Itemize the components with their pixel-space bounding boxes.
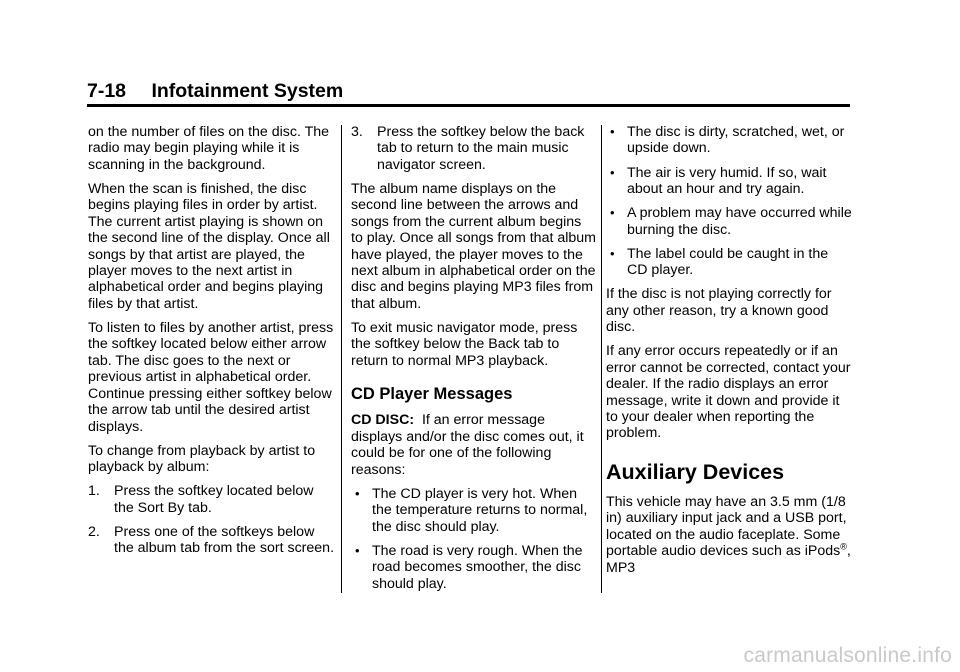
registered-mark: ®	[840, 541, 847, 552]
step-text: Press one of the softkeys below the album tab from the sort screen.	[114, 523, 335, 557]
numbered-step	[351, 124, 597, 173]
bullet-text: The label could be caught in the CD player.	[627, 245, 829, 279]
step-text: Press the softkey below the back tab to return to the main music navigator screen.	[377, 124, 585, 173]
column-divider-1	[341, 125, 342, 593]
bullet-icon: •	[355, 542, 360, 558]
paragraph	[351, 412, 597, 478]
column-2	[351, 124, 597, 600]
bullet-item	[606, 205, 852, 238]
header-rule	[87, 104, 850, 107]
bullet-icon: •	[355, 485, 360, 501]
section-heading: Auxiliary Devices	[606, 459, 785, 484]
bullet-item	[351, 486, 597, 535]
aux-tail: , MP3	[606, 543, 851, 576]
bullet-item	[606, 165, 852, 198]
column-divider-2	[601, 125, 602, 593]
bullet-item	[351, 543, 597, 592]
cd-disc-label: CD DISC:	[351, 412, 415, 429]
step-number: 2.	[88, 523, 100, 540]
bullet-text: The CD player is very hot. When the temperature returns to normal, the disc should play.	[372, 485, 588, 535]
step-text: Press the softkey located below the Sort By tab.	[114, 483, 314, 516]
page-header	[87, 80, 850, 106]
step-number: 3.	[351, 124, 363, 140]
watermark: carmanualsonline.info	[743, 644, 952, 667]
paragraph: To listen to files by another artist, press the softkey located below either arrow tab. The disc goes to the next or previous artist in alphabetical order. Continue pressing either softkey below the arrow tab until the desired artist displays.	[88, 320, 334, 435]
paragraph: on the number of files on the disc. The radio may begin playing while it is scanning in the background.	[88, 124, 330, 173]
bullet-item	[606, 246, 852, 279]
bullet-icon: •	[610, 124, 615, 139]
numbered-step	[88, 483, 334, 516]
bullet-text: A problem may have occurred while burning the disc.	[627, 205, 852, 238]
paragraph: To change from playback by artist to playback by album:	[88, 442, 316, 476]
column-3	[606, 124, 852, 584]
bullet-text: The road is very rough. When the road becomes smoother, the disc should play.	[372, 542, 583, 592]
step-number: 1.	[88, 483, 100, 500]
cd-disc-text: If an error message displays and/or the disc comes out, it could be for one of the following reasons:	[351, 412, 584, 478]
paragraph: If any error occurs repeatedly or if an error cannot be corrected, contact your dealer. If the radio displays an error message, write it down and provide it to your dealer when reporting the problem.	[606, 343, 851, 442]
paragraph: If the disc is not playing correctly for any other reason, try a known good disc.	[606, 286, 832, 336]
bullet-text: The disc is dirty, scratched, wet, or upside down.	[627, 124, 845, 157]
numbered-step	[88, 524, 334, 557]
column-1	[88, 124, 334, 565]
bullet-icon: •	[610, 205, 615, 221]
subheading: CD Player Messages	[351, 385, 513, 404]
paragraph: To exit music navigator mode, press the softkey below the Back tab to return to normal MP3 playback.	[351, 320, 578, 369]
paragraph	[606, 494, 852, 576]
bullet-item	[606, 124, 852, 157]
bullet-text: The air is very humid. If so, wait about an hour and try again.	[627, 164, 827, 198]
aux-text: This vehicle may have an 3.5 mm (1/8 in) auxiliary input jack and a USB port, located on the audio faceplate. Some portable audio devices such as iPods	[606, 493, 847, 560]
page-title: Infotainment System	[151, 80, 344, 102]
paragraph: The album name displays on the second line between the arrows and songs from the current album begins to play. Once all songs from that album have played, the player moves to the next album in alphabetical order on the disc and begins playing MP3 files from that album.	[351, 181, 596, 312]
page-number: 7-18	[87, 80, 127, 102]
paragraph: When the scan is finished, the disc begins playing files in order by artist. The current artist playing is shown on the second line of the display. Once all songs by that artist are played, the player moves to the next artist in alphabetical order and begins playing files by that artist.	[88, 181, 330, 312]
bullet-icon: •	[610, 164, 615, 180]
bullet-icon: •	[610, 245, 615, 261]
